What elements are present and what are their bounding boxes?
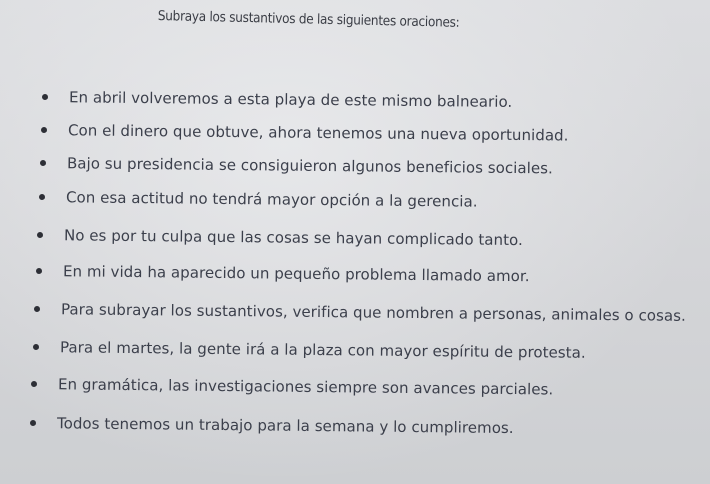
sentence-text: En mi vida ha aparecido un pequeño problema llamado amor. xyxy=(62,262,530,286)
sentence-item xyxy=(37,226,523,249)
sentence-item xyxy=(39,188,478,211)
sentence-item xyxy=(42,88,512,111)
sentence-text: Bajo su presidencia se consiguieron algunos beneficios sociales. xyxy=(66,154,553,178)
bullet-icon xyxy=(31,381,37,387)
worksheet-title: Subraya los sustantivos de las siguientes oraciones: xyxy=(157,8,460,31)
bullet-icon xyxy=(33,344,39,350)
bullet-icon xyxy=(37,232,43,238)
sentence-item xyxy=(36,262,530,285)
sentence-text: No es por tu culpa que las cosas se hayan complicado tanto. xyxy=(63,226,523,250)
sentence-item xyxy=(41,121,569,145)
sentence-text: Con esa actitud no tendrá mayor opción a la gerencia. xyxy=(65,188,478,211)
sentence-item xyxy=(40,154,553,177)
sentence-item xyxy=(30,414,514,437)
bullet-icon xyxy=(30,420,36,426)
sentence-text: Todos tenemos un trabajo para la semana y lo cumpliremos. xyxy=(56,414,514,438)
sentence-item xyxy=(33,338,586,362)
bullet-icon xyxy=(42,94,48,100)
bullet-icon xyxy=(41,127,47,133)
sentence-text: Con el dinero que obtuve, ahora tenemos una nueva oportunidad. xyxy=(67,121,569,145)
sentence-text: Para subrayar los sustantivos, verifica que nombren a personas, animales o cosas. xyxy=(60,300,686,325)
sentence-text: En gramática, las investigaciones siempre son avances parciales. xyxy=(57,375,554,399)
bullet-icon xyxy=(34,306,40,312)
sentence-text: Para el martes, la gente irá a la plaza con mayor espíritu de protesta. xyxy=(59,338,586,362)
bullet-icon xyxy=(39,194,45,200)
sentence-item xyxy=(31,375,553,398)
sentence-item xyxy=(34,300,686,325)
sentence-text: En abril volveremos a esta playa de este mismo balneario. xyxy=(68,88,513,111)
bullet-icon xyxy=(40,160,46,166)
bullet-icon xyxy=(36,268,42,274)
